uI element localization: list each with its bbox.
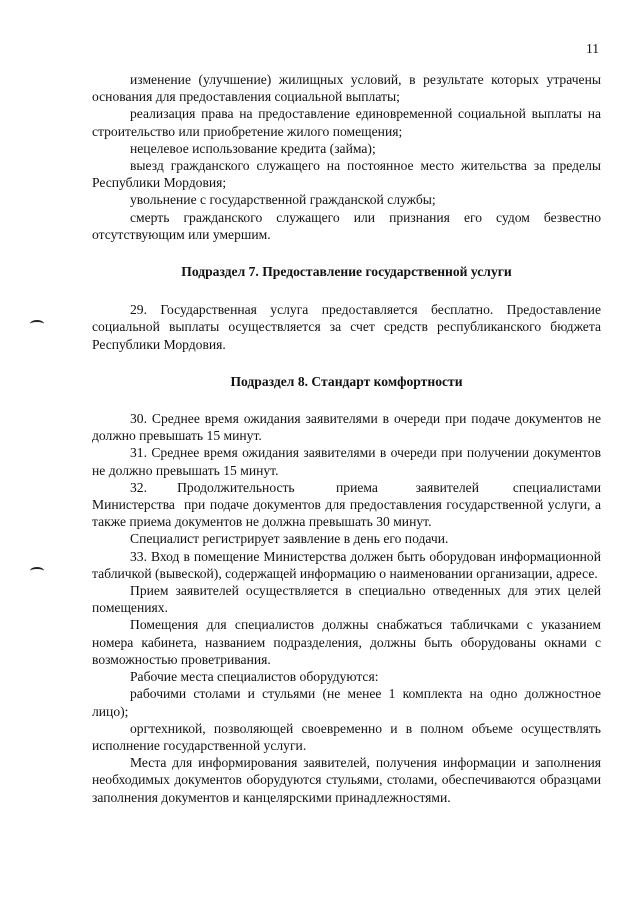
paragraph: увольнение с государственной гражданской службы; xyxy=(130,192,436,208)
paragraph: нецелевое использование кредита (займа); xyxy=(130,140,376,156)
paragraph: рабочими столами и стульями (не менее 1 комплекта на одно должностное лицо); xyxy=(92,686,601,719)
paragraph: 33. Вход в помещение Министерства должен быть оборудован информационной табличкой (вывеской), содержащей информацию о наименовании организации, адресе. xyxy=(92,548,601,581)
punch-hole-mark xyxy=(30,320,44,328)
paragraph: Прием заявителей осуществляется в специально отведенных для этих целей помещениях. xyxy=(92,583,601,616)
paragraph: изменение (улучшение) жилищных условий, в результате которых утрачены основания для предоставления социальной выплаты; xyxy=(92,72,601,105)
section-heading: Подраздел 7. Предоставление государственной услуги xyxy=(181,264,512,280)
page-number: 11 xyxy=(586,41,600,56)
page-body xyxy=(92,71,605,806)
punch-hole-mark xyxy=(30,567,44,575)
paragraph: выезд гражданского служащего на постоянное место жительства за пределы Республики Мордовия; xyxy=(92,158,601,191)
paragraph: Рабочие места специалистов оборудуются: xyxy=(130,669,379,685)
paragraph: 31. Среднее время ожидания заявителями в очереди при получении документов не должно превышать 15 минут. xyxy=(92,445,601,478)
paragraph: Специалист регистрирует заявление в день его подачи. xyxy=(130,531,449,547)
paragraph: 29. Государственная услуга предоставляется бесплатно. Предоставление социальной выплаты осуществляется за счет средств республиканского бюджета Республики Мордовия. xyxy=(92,302,601,352)
section-heading: Подраздел 8. Стандарт комфортности xyxy=(230,373,463,389)
paragraph: Места для информирования заявителей, получения информации и заполнения необходимых документов оборудуются стульями, столами, обеспечиваются образцами заполнения документов и канцелярскими принадлежностями. xyxy=(92,755,601,805)
paragraph: реализация права на предоставление единовременной социальной выплаты на строительство или приобретение жилого помещения; xyxy=(92,106,601,139)
paragraph: 32. Продолжительность приема заявителей специалистами Министерства при подаче документов для предоставления государственной услуги, а также приема документов не должна превышать 30 минут. xyxy=(92,479,605,530)
paragraph: Помещения для специалистов должны снабжаться табличками с указанием номера кабинета, названием подразделения, должны быть оборудованы окнами с возможностью проветривания. xyxy=(92,617,601,667)
paragraph: 30. Среднее время ожидания заявителями в очереди при подаче документов не должно превышать 15 минут. xyxy=(92,411,601,444)
paragraph: смерть гражданского служащего или признания его судом безвестно отсутствующим или умершим. xyxy=(92,209,601,242)
paragraph: оргтехникой, позволяющей своевременно и в полном объеме осуществлять исполнение государственной услуги. xyxy=(92,720,601,753)
